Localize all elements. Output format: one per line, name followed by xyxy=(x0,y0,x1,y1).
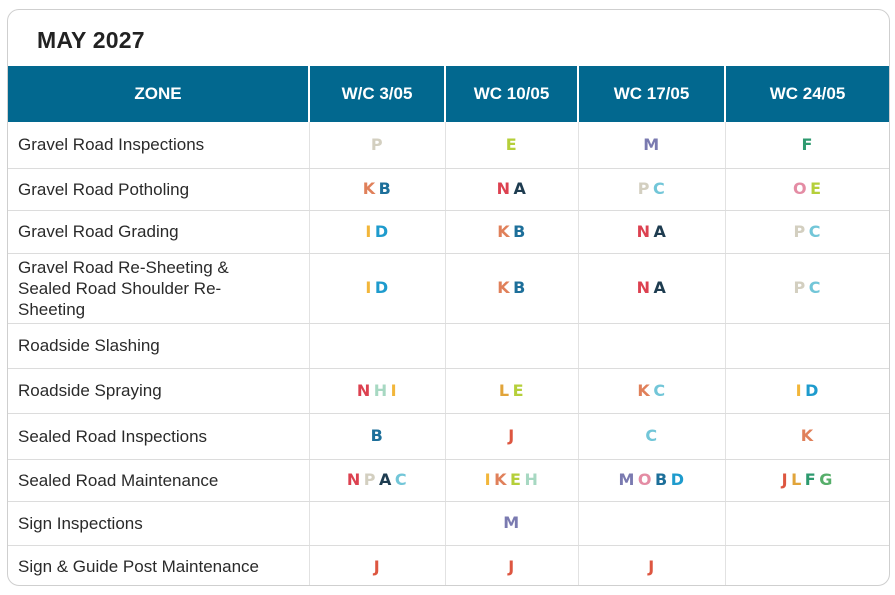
table-row xyxy=(8,501,889,545)
table-row xyxy=(8,545,889,586)
crew-code: A xyxy=(378,470,392,489)
schedule-table xyxy=(8,66,889,586)
week-cell xyxy=(309,168,445,210)
week-cell xyxy=(445,545,578,586)
week-cell xyxy=(309,368,445,413)
crew-code: K xyxy=(494,470,508,489)
crew-code: M xyxy=(503,513,520,532)
week-cell xyxy=(725,253,889,323)
week-cell xyxy=(725,501,889,545)
crew-code: O xyxy=(637,470,653,489)
week-cell xyxy=(309,413,445,459)
crew-code: N xyxy=(636,221,651,241)
zone-label: Sealed Road Maintenance xyxy=(8,459,309,501)
table-row xyxy=(8,122,889,168)
crew-code: L xyxy=(498,380,510,400)
header-week-4: WC 24/05 xyxy=(725,66,889,122)
week-cell xyxy=(725,323,889,368)
week-cell xyxy=(309,122,445,168)
crew-code: F xyxy=(801,134,813,154)
crew-code: B xyxy=(513,278,526,297)
crew-code: C xyxy=(645,426,658,445)
table-row xyxy=(8,210,889,253)
crew-code: O xyxy=(792,179,808,198)
crew-code: C xyxy=(808,278,821,297)
week-cell xyxy=(578,413,725,459)
crew-code: J xyxy=(508,556,515,576)
crew-code: K xyxy=(362,179,376,198)
schedule-body xyxy=(8,122,889,586)
week-cell xyxy=(309,210,445,253)
week-cell xyxy=(445,323,578,368)
crew-code: N xyxy=(636,278,651,297)
crew-code: J xyxy=(648,556,655,576)
crew-code: C xyxy=(808,221,821,241)
crew-code: I xyxy=(484,470,492,489)
crew-code: P xyxy=(370,134,384,154)
crew-code: D xyxy=(805,380,819,400)
zone-label: Gravel Road Re-Sheeting & Sealed Road Shoulder Re-Sheeting xyxy=(8,253,309,323)
crew-code: I xyxy=(365,221,372,241)
week-cell xyxy=(578,545,725,586)
zone-label: Gravel Road Inspections xyxy=(8,122,309,168)
crew-code: C xyxy=(394,470,408,489)
header-row xyxy=(8,66,889,122)
zone-label: Sealed Road Inspections xyxy=(8,413,309,459)
zone-label: Sign & Guide Post Maintenance xyxy=(8,545,309,586)
table-row xyxy=(8,323,889,368)
crew-code: D xyxy=(374,221,389,241)
crew-code: P xyxy=(793,278,806,297)
header-week-2: WC 10/05 xyxy=(445,66,578,122)
crew-code: J xyxy=(781,470,789,489)
zone-label: Roadside Spraying xyxy=(8,368,309,413)
crew-code: A xyxy=(513,179,527,198)
week-cell xyxy=(309,323,445,368)
week-cell xyxy=(445,122,578,168)
crew-code: L xyxy=(791,470,802,489)
week-cell xyxy=(578,323,725,368)
week-cell xyxy=(725,210,889,253)
crew-code: E xyxy=(512,380,525,400)
crew-code: J xyxy=(508,426,515,445)
crew-code: N xyxy=(356,380,371,400)
week-cell xyxy=(309,459,445,501)
week-cell xyxy=(445,459,578,501)
crew-code: H xyxy=(373,380,388,400)
page-title: MAY 2027 xyxy=(37,27,145,53)
crew-code: J xyxy=(373,556,381,576)
crew-code: B xyxy=(378,179,392,198)
crew-code: B xyxy=(370,426,384,445)
crew-code: A xyxy=(653,221,667,241)
zone-label: Sign Inspections xyxy=(8,501,309,545)
crew-code: E xyxy=(810,179,822,198)
crew-code: N xyxy=(496,179,511,198)
crew-code: E xyxy=(510,470,522,489)
zone-label: Gravel Road Grading xyxy=(8,210,309,253)
header-week-1: W/C 3/05 xyxy=(309,66,445,122)
week-cell xyxy=(725,545,889,586)
week-cell xyxy=(445,368,578,413)
header-zone: ZONE xyxy=(8,66,309,122)
header-week-3: WC 17/05 xyxy=(578,66,725,122)
week-cell xyxy=(578,210,725,253)
schedule-card xyxy=(7,9,890,586)
zone-label: Roadside Slashing xyxy=(8,323,309,368)
week-cell xyxy=(725,459,889,501)
crew-code: C xyxy=(653,380,666,400)
week-cell xyxy=(445,413,578,459)
crew-code: P xyxy=(637,179,650,198)
crew-code: B xyxy=(513,221,526,241)
crew-code: C xyxy=(652,179,666,198)
week-cell xyxy=(578,368,725,413)
week-cell xyxy=(309,253,445,323)
crew-code: I xyxy=(390,380,398,400)
table-row xyxy=(8,413,889,459)
week-cell xyxy=(445,168,578,210)
crew-code: E xyxy=(505,134,518,154)
table-row xyxy=(8,459,889,501)
crew-code: N xyxy=(346,470,361,489)
week-cell xyxy=(578,459,725,501)
week-cell xyxy=(309,501,445,545)
crew-code: D xyxy=(374,278,389,297)
week-cell xyxy=(578,253,725,323)
crew-code: B xyxy=(655,470,668,489)
crew-code: M xyxy=(618,470,635,489)
week-cell xyxy=(445,253,578,323)
crew-code: M xyxy=(643,134,660,154)
week-cell xyxy=(578,168,725,210)
crew-code: G xyxy=(819,470,833,489)
crew-code: A xyxy=(653,278,667,297)
week-cell xyxy=(445,210,578,253)
crew-code: K xyxy=(497,221,511,241)
crew-code: I xyxy=(365,278,372,297)
crew-code: P xyxy=(793,221,806,241)
crew-code: F xyxy=(804,470,817,489)
crew-code: H xyxy=(524,470,539,489)
crew-code: I xyxy=(795,380,803,400)
week-cell xyxy=(725,168,889,210)
table-row xyxy=(8,253,889,323)
zone-label: Gravel Road Potholing xyxy=(8,168,309,210)
table-row xyxy=(8,368,889,413)
table-row xyxy=(8,168,889,210)
week-cell xyxy=(578,501,725,545)
week-cell xyxy=(445,501,578,545)
crew-code: D xyxy=(670,470,685,489)
week-cell xyxy=(309,545,445,586)
week-cell xyxy=(725,368,889,413)
crew-code: P xyxy=(363,470,376,489)
crew-code: K xyxy=(800,426,814,445)
crew-code: K xyxy=(637,380,651,400)
week-cell xyxy=(725,413,889,459)
week-cell xyxy=(578,122,725,168)
crew-code: K xyxy=(497,278,511,297)
week-cell xyxy=(725,122,889,168)
